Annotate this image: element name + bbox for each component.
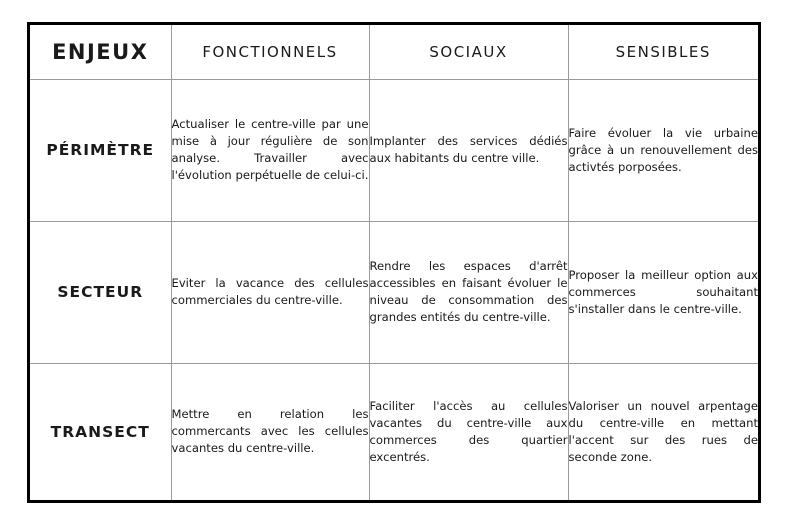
issues-table: [30, 25, 758, 500]
cell-perimetre-sensibles: [568, 79, 758, 221]
header-row: [30, 25, 758, 79]
cell-text: Valoriser un nouvel arpentage du centre-ville en mettant l'accent sur des rues de seconde zone.: [568, 398, 758, 464]
cell-perimetre-sociaux: [369, 79, 568, 221]
cell-text: Implanter des services dédiés aux habitants du centre ville.: [369, 134, 568, 165]
cell-transect-sensibles: [568, 363, 758, 500]
table-row-secteur: [30, 221, 758, 363]
table-row-perimetre: [30, 79, 758, 221]
corner-header: ENJEUX: [30, 25, 171, 79]
cell-text: Faire évoluer la vie urbaine grâce à un renouvellement des activtés porposées.: [568, 125, 758, 174]
cell-perimetre-fonctionnels: [171, 79, 369, 221]
issues-table-frame: [27, 22, 761, 503]
cell-text: Proposer la meilleur option aux commerces souhaitant s'installer dans le centre-ville.: [568, 267, 758, 316]
row-header-perimetre: PÉRIMÈTRE: [30, 79, 171, 221]
cell-transect-fonctionnels: [171, 363, 369, 500]
row-header-secteur: SECTEUR: [30, 221, 171, 363]
table-row-transect: [30, 363, 758, 500]
cell-secteur-sociaux: [369, 221, 568, 363]
cell-secteur-fonctionnels: [171, 221, 369, 363]
cell-text: Eviter la vacance des cellules commerciales du centre-ville.: [171, 276, 369, 307]
cell-text: Faciliter l'accès au cellules vacantes du centre-ville aux commerces des quartier excentrés.: [369, 398, 568, 464]
cell-transect-sociaux: [369, 363, 568, 500]
column-header-sensibles: SENSIBLES: [568, 25, 758, 79]
cell-text: Actualiser le centre-ville par une mise à jour régulière de son analyse. Travailler avec l'évolution perpétuelle de celui-ci.: [171, 117, 369, 182]
column-header-sociaux: SOCIAUX: [369, 25, 568, 79]
cell-text: Mettre en relation les commercants avec les cellules vacantes du centre-ville.: [171, 407, 369, 456]
cell-text: Rendre les espaces d'arrêt accessibles en faisant évoluer le niveau de consommation des grandes entités du centre-ville.: [369, 259, 568, 324]
cell-secteur-sensibles: [568, 221, 758, 363]
row-header-transect: TRANSECT: [30, 363, 171, 500]
column-header-fonctionnels: FONCTIONNELS: [171, 25, 369, 79]
